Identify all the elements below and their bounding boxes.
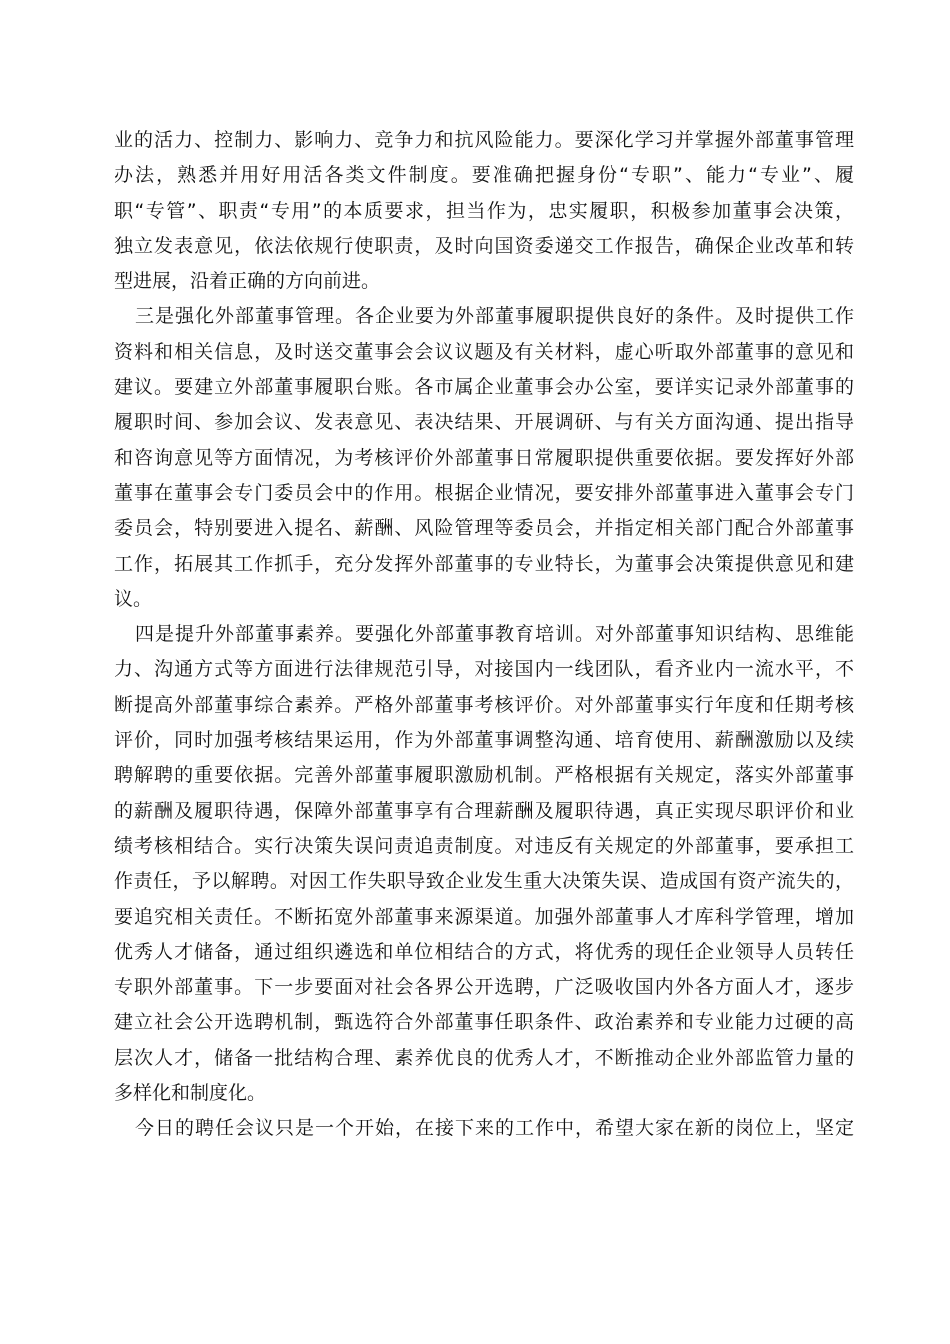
- text-line: 的薪酬及履职待遇，保障外部董事享有合理薪酬及履职待遇，真正实现尽职评价和业: [114, 799, 854, 822]
- text-line: 和咨询意见等方面情况，为考核评价外部董事日常履职提供重要依据。要发挥好外部: [114, 446, 854, 469]
- text-line: 力、沟通方式等方面进行法律规范引导，对接国内一线团队，看齐业内一流水平，不: [114, 658, 854, 681]
- paragraph: [114, 617, 854, 1111]
- text-line: 独立发表意见，依法依规行使职责，及时向国资委递交工作报告，确保企业改革和转: [114, 234, 854, 257]
- text-line: 职“专管”、职责“专用”的本质要求，担当作为，忠实履职，积极参加董事会决策，: [114, 199, 854, 222]
- text-line: 今日的聘任会议只是一个开始，在接下来的工作中，希望大家在新的岗位上，坚定: [135, 1117, 854, 1140]
- paragraph: [114, 299, 854, 617]
- text-line: 工作，拓展其工作抓手，充分发挥外部董事的专业特长，为董事会决策提供意见和建: [114, 552, 854, 575]
- text-line: 专职外部董事。下一步要面对社会各界公开选聘，广泛吸收国内外各方面人才，逐步: [114, 976, 854, 999]
- text-line: 建议。要建立外部董事履职台账。各市属企业董事会办公室，要详实记录外部董事的: [114, 376, 854, 399]
- text-line: 办法，熟悉并用好用活各类文件制度。要准确把握身份“专职”、能力“专业”、履: [114, 164, 854, 187]
- text-line: 建立社会公开选聘机制，甄选符合外部董事任职条件、政治素养和专业能力过硬的高: [114, 1011, 854, 1034]
- text-line: 业的活力、控制力、影响力、竞争力和抗风险能力。要深化学习并掌握外部董事管理: [114, 129, 854, 151]
- text-line: 议。: [114, 587, 153, 610]
- text-line: 聘解聘的重要依据。完善外部董事履职激励机制。严格根据有关规定，落实外部董事: [114, 764, 854, 787]
- text-line: 董事在董事会专门委员会中的作用。根据企业情况，要安排外部董事进入董事会专门: [114, 481, 854, 504]
- text-line: 评价，同时加强考核结果运用，作为外部董事调整沟通、培育使用、薪酬激励以及续: [114, 729, 854, 752]
- paragraph: [114, 1111, 854, 1146]
- text-line: 履职时间、参加会议、发表意见、表决结果、开展调研、与有关方面沟通、提出指导: [114, 411, 854, 434]
- text-line: 委员会，特别要进入提名、薪酬、风险管理等委员会，并指定相关部门配合外部董事: [114, 517, 854, 540]
- text-line: 多样化和制度化。: [114, 1082, 267, 1105]
- text-line: 绩考核相结合。实行决策失误问责追责制度。对违反有关规定的外部董事，要承担工: [114, 834, 854, 857]
- text-line: 层次人才，储备一批结构合理、素养优良的优秀人才，不断推动企业外部监管力量的: [114, 1046, 854, 1069]
- document-body: [114, 123, 854, 1147]
- text-line: 三是强化外部董事管理。各企业要为外部董事履职提供良好的条件。及时提供工作: [135, 305, 854, 328]
- text-line: 要追究相关责任。不断拓宽外部董事来源渠道。加强外部董事人才库科学管理，增加: [114, 905, 854, 928]
- paragraph: [114, 123, 854, 299]
- text-line: 四是提升外部董事素养。要强化外部董事教育培训。对外部董事知识结构、思维能: [135, 623, 854, 646]
- text-line: 资料和相关信息，及时送交董事会会议议题及有关材料，虚心听取外部董事的意见和: [114, 340, 854, 363]
- text-line: 优秀人才储备，通过组织遴选和单位相结合的方式，将优秀的现任企业领导人员转任: [114, 940, 854, 963]
- text-line: 型进展，沿着正确的方向前进。: [114, 270, 381, 293]
- text-line: 断提高外部董事综合素养。严格外部董事考核评价。对外部董事实行年度和任期考核: [114, 693, 854, 716]
- text-line: 作责任，予以解聘。对因工作失职导致企业发生重大决策失误、造成国有资产流失的，: [114, 870, 854, 893]
